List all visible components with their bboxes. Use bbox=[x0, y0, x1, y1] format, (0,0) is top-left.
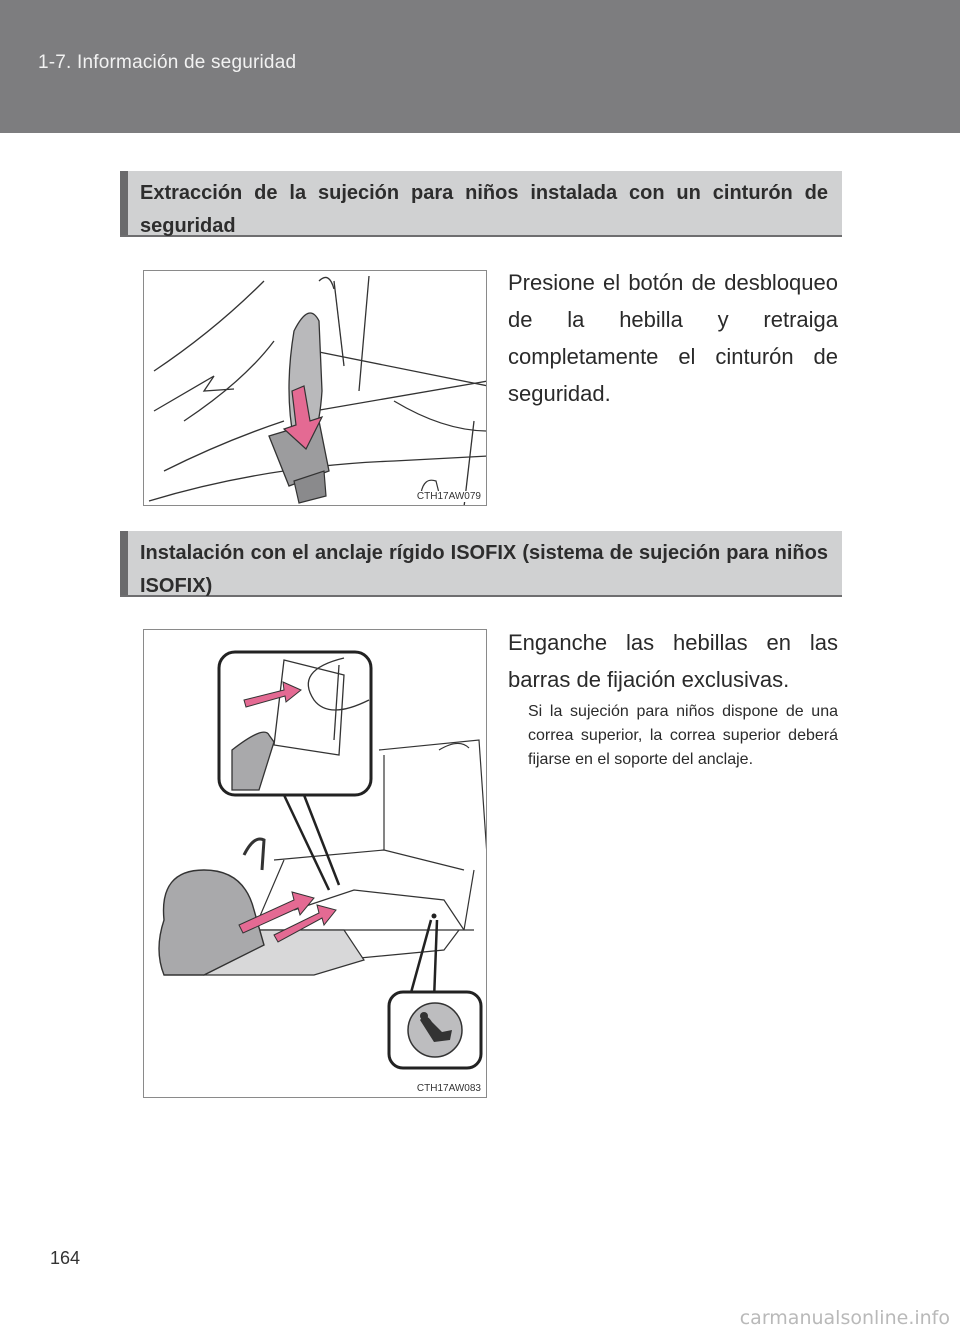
figure-code: CTH17AW083 bbox=[416, 1083, 481, 1094]
page-header bbox=[0, 0, 960, 133]
chapter-title: 1-7. Información de seguridad bbox=[38, 52, 297, 73]
figure-isofix-installation bbox=[143, 629, 487, 1098]
watermark: carmanualsonline.info bbox=[739, 1307, 950, 1329]
figure-code: CTH17AW079 bbox=[416, 491, 481, 502]
section2-instruction: Enganche las hebillas en las barras de fijación exclusivas. bbox=[508, 630, 838, 692]
section-heading-seatbelt-removal: Extracción de la sujeción para niños instalada con un cinturón de seguridad bbox=[120, 171, 842, 237]
section1-instruction: Presione el botón de desbloqueo de la hebilla y retraiga completamente el cinturón de seguridad. bbox=[508, 270, 838, 406]
section-heading-isofix: Instalación con el anclaje rígido ISOFIX (sistema de sujeción para niños ISOFIX) bbox=[120, 531, 842, 597]
child-seat-isofix-icon bbox=[408, 1003, 462, 1057]
isofix-seat-illustration bbox=[144, 630, 487, 1098]
figure-seatbelt-buckle bbox=[143, 270, 487, 506]
seatbelt-buckle-illustration bbox=[144, 271, 487, 506]
section2-note: Si la sujeción para niños dispone de una correa superior, la correa superior deberá fijarse en el soporte del anclaje. bbox=[528, 703, 838, 768]
page-number: 164 bbox=[50, 1248, 81, 1268]
